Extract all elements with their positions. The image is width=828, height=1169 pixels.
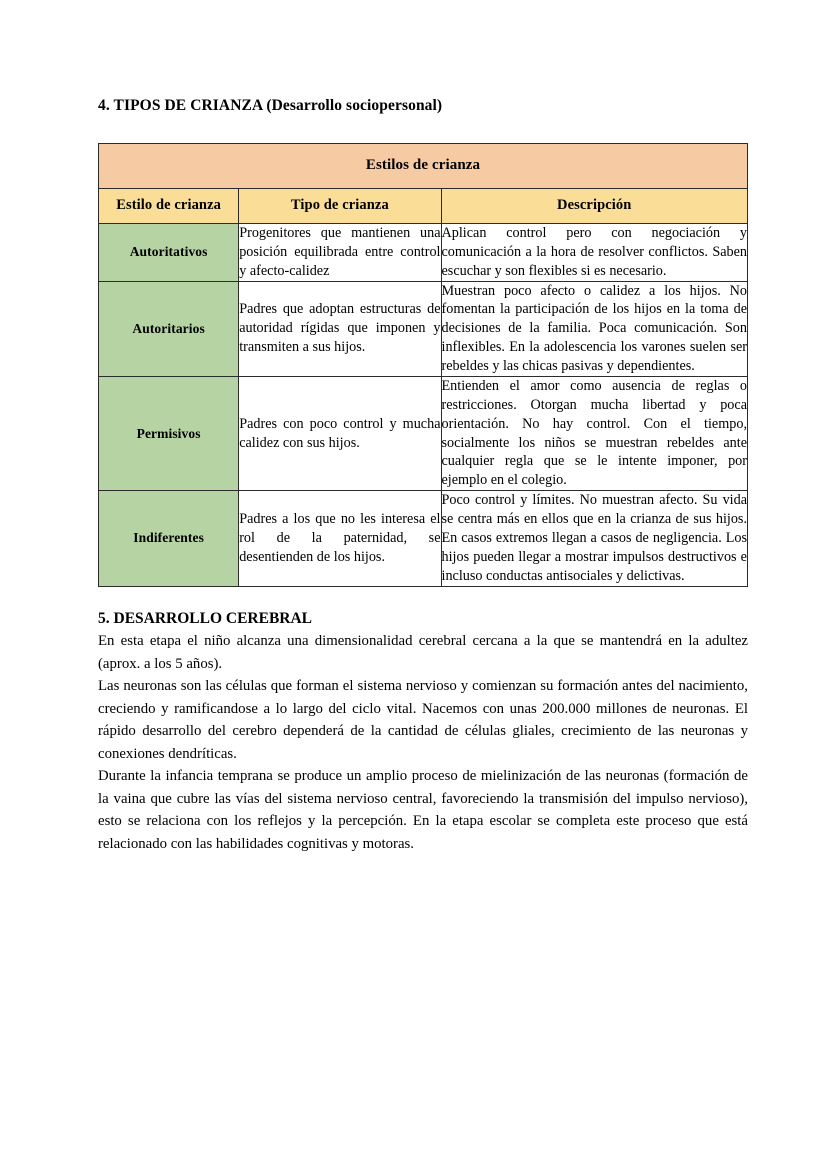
- section-5-paragraph-3: Durante la infancia temprana se produce un amplio proceso de mielinización de las neuronas (formación de la vaina que cubre las vías del sistema nervioso central, favoreciendo la transmisión del impulso nervioso), esto se relaciona con los reflejos y la percepción. En la etapa escolar se completa este proceso que está relacionado con las habilidades cognitivas y motoras.: [98, 768, 748, 852]
- table-header-row: [99, 188, 748, 223]
- row-description-autoritarios: Muestran poco afecto o calidez a los hijos. No fomentan la participación de los hijos en la toma de decisiones de la familia. Poca comunicación. Son inflexibles. En la adolescencia los varones suelen ser rebeldes y las chicas pasivas y dependientes.: [441, 281, 748, 376]
- section-4-heading: 4. TIPOS DE CRIANZA (Desarrollo sociopersonal): [98, 97, 443, 114]
- table-row: [99, 223, 748, 281]
- row-style-autoritativos: Autoritativos: [99, 223, 239, 281]
- table-row: [99, 491, 748, 586]
- parenting-styles-table-wrapper: [98, 143, 748, 587]
- section-5-heading: 5. DESARROLLO CEREBRAL: [98, 609, 313, 627]
- row-style-permisivos: Permisivos: [99, 376, 239, 490]
- row-style-autoritarios: Autoritarios: [99, 281, 239, 376]
- table-row: [99, 281, 748, 376]
- table-row: [99, 376, 748, 490]
- row-type-autoritarios: Padres que adoptan estructuras de autoridad rígidas que imponen y transmiten a sus hijos.: [239, 281, 441, 376]
- section-5-paragraph-2: Las neuronas son las células que forman el sistema nervioso y comienzan su formación antes del nacimiento, creciendo y ramificandose a lo largo del ciclo vital. Nacemos con unas 200.000 millones de neuronas. El rápido desarrollo del cerebro dependerá de la cantidad de células gliales, crecimiento de las neuronas y conexiones dendríticas.: [98, 678, 748, 762]
- row-type-indiferentes: Padres a los que no les interesa el rol de la paternidad, se desentienden de los hijos.: [239, 491, 441, 586]
- row-style-indiferentes: Indiferentes: [99, 491, 239, 586]
- section-5: [98, 609, 748, 856]
- page-content: [98, 96, 748, 855]
- column-header-estilo: Estilo de crianza: [99, 188, 239, 223]
- column-header-descripcion: Descripción: [441, 188, 748, 223]
- parenting-styles-table: [98, 143, 748, 587]
- row-description-permisivos: Entienden el amor como ausencia de reglas o restricciones. Otorgan mucha libertad y poca orientación. No hay control. Con el tiempo, socialmente los niños se muestran rebeldes ante cualquier regla que se le intente imponer, por ejemplo en el colegio.: [441, 376, 748, 490]
- row-type-autoritativos: Progenitores que mantienen una posición equilibrada entre control y afecto-calidez: [239, 223, 441, 281]
- column-header-tipo: Tipo de crianza: [239, 188, 441, 223]
- row-description-indiferentes: Poco control y límites. No muestran afecto. Su vida se centra más en ellos que en la crianza de sus hijos. En casos extremos llegan a casos de negligencia. Los hijos pueden llegar a mostrar impulsos destructivos e incluso conductas antisociales y delictivas.: [441, 491, 748, 586]
- table-banner-title: Estilos de crianza: [99, 143, 748, 188]
- row-type-permisivos: Padres con poco control y mucha calidez con sus hijos.: [239, 376, 441, 490]
- row-description-autoritativos: Aplican control pero con negociación y comunicación a la hora de resolver conflictos. Saben escuchar y son flexibles si es necesario.: [441, 223, 748, 281]
- table-banner-row: [99, 143, 748, 188]
- section-5-paragraph-1: En esta etapa el niño alcanza una dimensionalidad cerebral cercana a la que se mantendrá en la adultez (aprox. a los 5 años).: [98, 633, 748, 672]
